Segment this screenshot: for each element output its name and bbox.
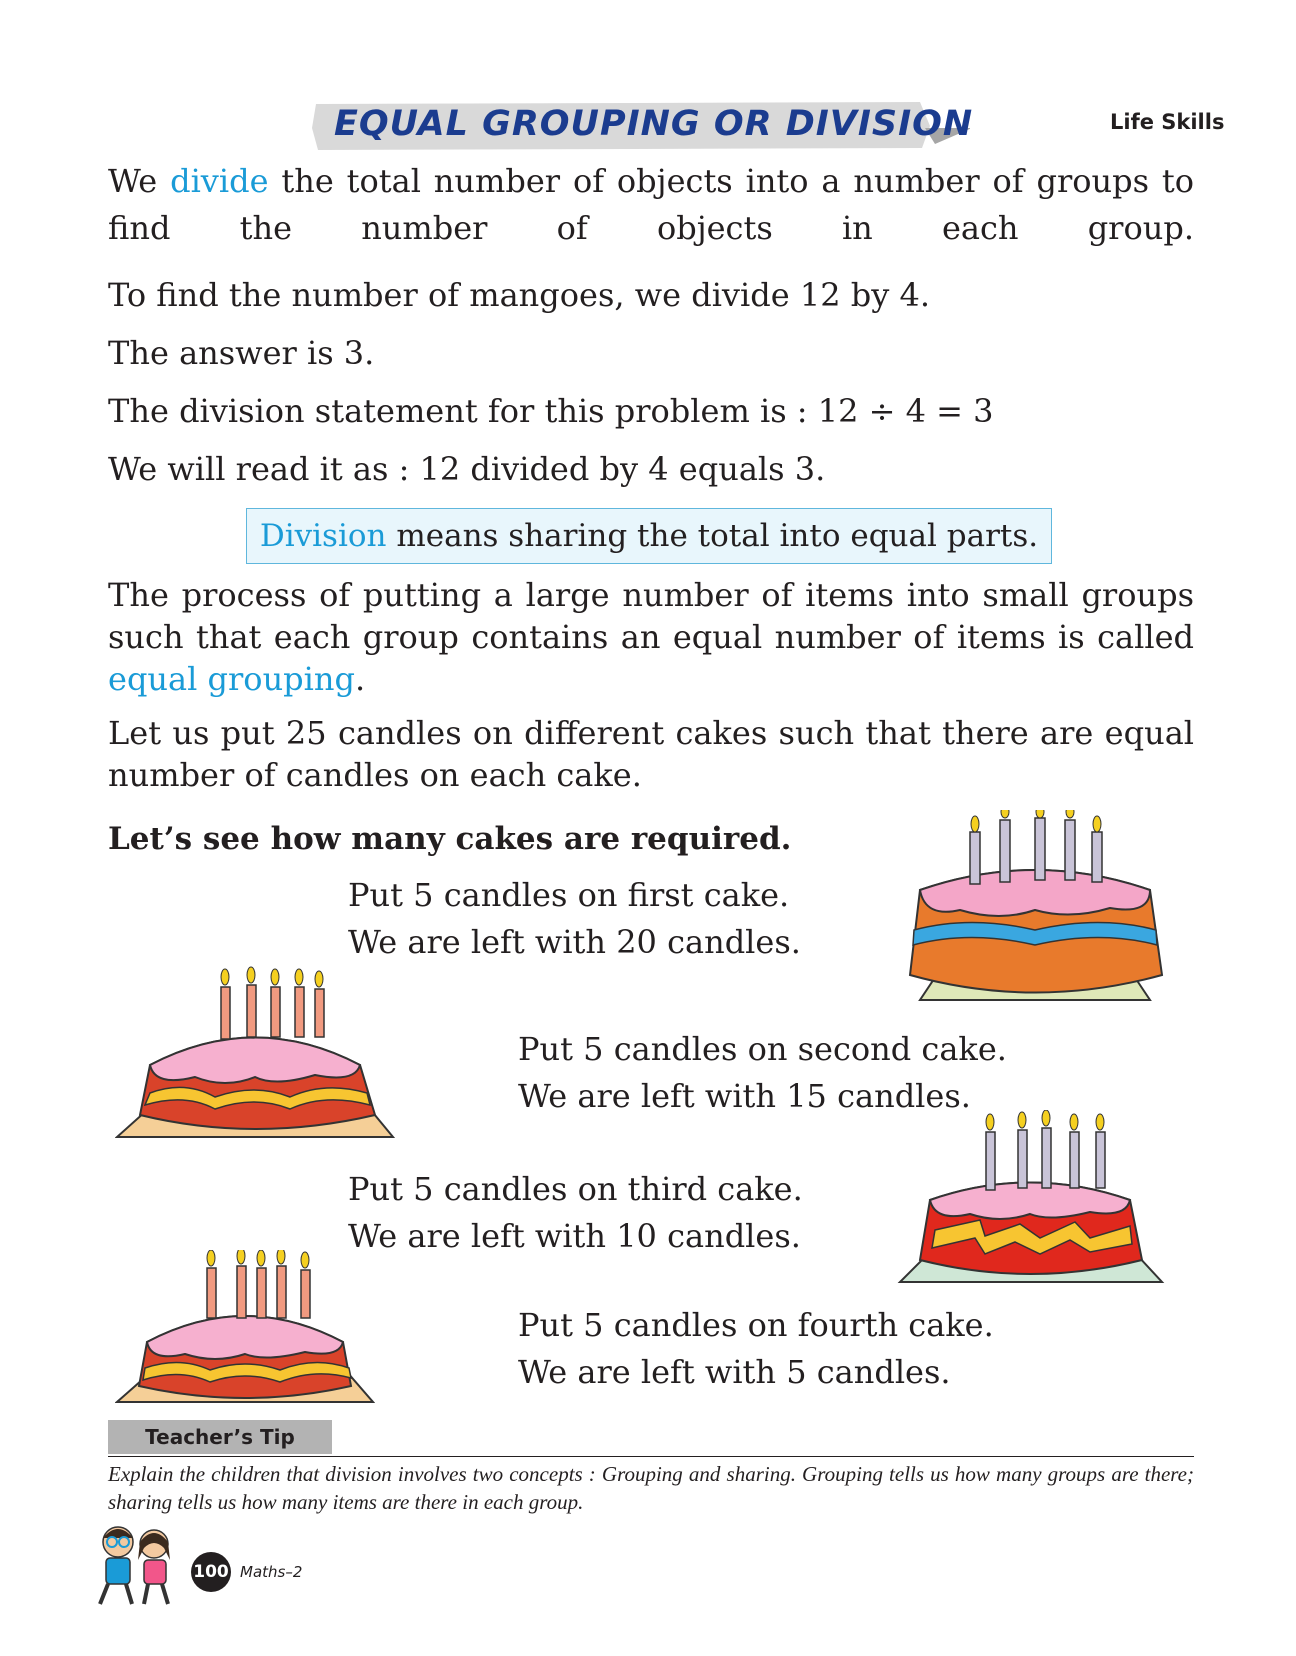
- step-2: [518, 1026, 1007, 1120]
- division-statement: The division statement for this problem is : 12 ÷ 4 = 3: [108, 392, 994, 430]
- term-divide: divide: [170, 162, 269, 200]
- step-3: [348, 1166, 803, 1260]
- step-4-line-1: Put 5 candles on fourth cake.: [518, 1306, 994, 1344]
- term-equal-grouping: equal grouping: [108, 660, 355, 698]
- intro-line-2: To find the number of mangoes, we divide 12 by 4.: [108, 276, 930, 314]
- step-3-line-1: Put 5 candles on third cake.: [348, 1170, 803, 1208]
- title-banner: [310, 98, 974, 152]
- cake-icon-2: [115, 965, 395, 1145]
- section-tag: Life Skills: [1110, 110, 1225, 134]
- grouping-paragraph: The process of putting a large number of items into small groups such that each group contains an equal number of items is called equal grouping.: [108, 576, 1194, 698]
- cake-icon-3: [890, 1110, 1170, 1290]
- step-1-line-2: We are left with 20 candles.: [348, 923, 801, 961]
- cake-icon-4: [115, 1250, 375, 1410]
- cake-icon-1: [900, 810, 1170, 1010]
- step-2-line-2: We are left with 15 candles.: [518, 1077, 971, 1115]
- tip-divider: [108, 1456, 1194, 1457]
- step-3-line-2: We are left with 10 candles.: [348, 1217, 801, 1255]
- teacher-tip-label: Teacher’s Tip: [108, 1420, 332, 1454]
- step-4: [518, 1302, 994, 1396]
- intro-line-3: The answer is 3.: [108, 334, 375, 372]
- page-title: EQUAL GROUPING OR DIVISION: [334, 104, 974, 144]
- definition-box: Division means sharing the total into equal parts.: [246, 508, 1052, 564]
- candles-paragraph: Let us put 25 candles on different cakes such that there are equal number of candles on each cake.: [108, 714, 1194, 794]
- step-2-line-1: Put 5 candles on second cake.: [518, 1030, 1007, 1068]
- teacher-tip-text: Explain the children that division involves two concepts : Grouping and sharing. Grouping tells us how many groups are there; sharing tells us how many items are there in each group.: [108, 1462, 1194, 1514]
- step-4-line-2: We are left with 5 candles.: [518, 1353, 951, 1391]
- page-number-badge: 100: [191, 1552, 231, 1592]
- step-1-line-1: Put 5 candles on first cake.: [348, 876, 790, 914]
- step-1: [348, 872, 801, 966]
- book-name: Maths–2: [240, 1563, 303, 1581]
- division-reading: We will read it as : 12 divided by 4 equals 3.: [108, 450, 826, 488]
- kids-mascot-icon: [86, 1520, 186, 1610]
- term-division: Division: [259, 518, 387, 554]
- intro-paragraph: We divide the total number of objects into a number of groups to find the number of objects in each group.: [108, 162, 1195, 247]
- candles-question: Let’s see how many cakes are required.: [108, 821, 792, 857]
